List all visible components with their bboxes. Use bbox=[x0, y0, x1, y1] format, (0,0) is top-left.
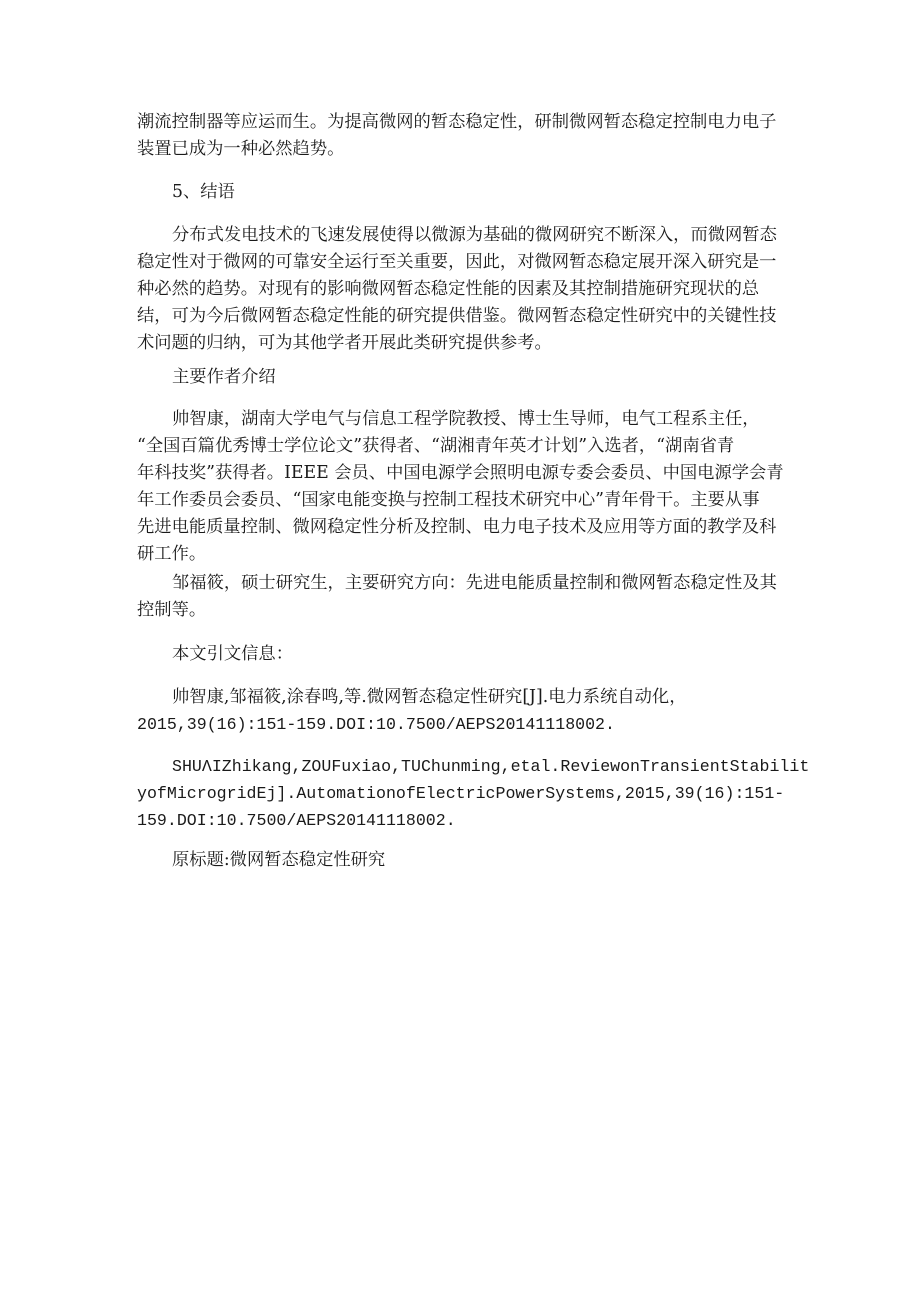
text-line: “全国百篇优秀博士学位论文”获得者、“湖湘青年英才计划”入选者，“湖南省青 bbox=[137, 436, 735, 456]
text-line: 术问题的归纳，可为其他学者开展此类研究提供参考。 bbox=[137, 333, 552, 353]
original-title bbox=[137, 847, 797, 874]
authors-heading bbox=[137, 364, 797, 391]
original-title-text: 原标题:微网暂态稳定性研究 bbox=[172, 850, 386, 870]
text-line: SHUΛIZhikang,ZOUFuxiao,TUChunming,etal.ReviewonTransientStabilit bbox=[172, 757, 810, 776]
text-line: 年科技奖”获得者。IEEE 会员、中国电源学会照明电源专委会委员、中国电源学会青 bbox=[137, 463, 784, 483]
text-line: 帅智康,邹福筱,涂春鸣,等.微网暂态稳定性研究[J].电力系统自动化， bbox=[172, 687, 687, 707]
text-line: 研工作。 bbox=[137, 544, 207, 564]
text-line: 装置已成为一种必然趋势。 bbox=[137, 139, 345, 159]
citation-english bbox=[137, 753, 810, 834]
text-line: 159.DOI:10.7500/AEPS20141118002. bbox=[137, 811, 456, 830]
text-line: 先进电能质量控制、微网稳定性分析及控制、电力电子技术及应用等方面的教学及科 bbox=[137, 517, 777, 537]
text-line: 2015,39(16):151-159.DOI:10.7500/AEPS20141118002. bbox=[137, 715, 615, 734]
text-line: 稳定性对于微网的可靠安全运行至关重要，因此，对微网暂态稳定展开深入研究是一 bbox=[137, 252, 777, 272]
text-line: 潮流控制器等应运而生。为提高微网的暂态稳定性，研制微网暂态稳定控制电力电子 bbox=[137, 112, 777, 132]
text-line: 年工作委员会委员、“国家电能变换与控制工程技术研究中心”青年骨干。主要从事 bbox=[137, 490, 760, 510]
heading-text: 主要作者介绍 bbox=[172, 367, 276, 387]
citation-chinese bbox=[137, 684, 797, 738]
conclusion-heading bbox=[137, 179, 797, 206]
author2-bio bbox=[137, 570, 797, 624]
text-line: 帅智康，湖南大学电气与信息工程学院教授、博士生导师，电气工程系主任， bbox=[172, 409, 760, 429]
text-line: 邹福筱，硕士研究生，主要研究方向：先进电能质量控制和微网暂态稳定性及其 bbox=[172, 573, 777, 593]
text-line: 结，可为今后微网暂态稳定性能的研究提供借鉴。微网暂态稳定性研究中的关键性技 bbox=[137, 306, 777, 326]
text-line: 控制等。 bbox=[137, 600, 207, 620]
citation-heading bbox=[137, 641, 797, 668]
intro-paragraph bbox=[137, 109, 797, 163]
text-line: 分布式发电技术的飞速发展使得以微源为基础的微网研究不断深入，而微网暂态 bbox=[172, 225, 777, 245]
heading-text: 本文引文信息： bbox=[172, 644, 293, 664]
text-line: yofMicrogridEj].AutomationofElectricPowerSystems,2015,39(16):151- bbox=[137, 784, 785, 803]
heading-text: 5、结语 bbox=[172, 182, 235, 202]
conclusion-paragraph bbox=[137, 222, 797, 357]
text-line: 种必然的趋势。对现有的影响微网暂态稳定性能的因素及其控制措施研究现状的总 bbox=[137, 279, 760, 299]
author1-bio bbox=[137, 406, 797, 568]
